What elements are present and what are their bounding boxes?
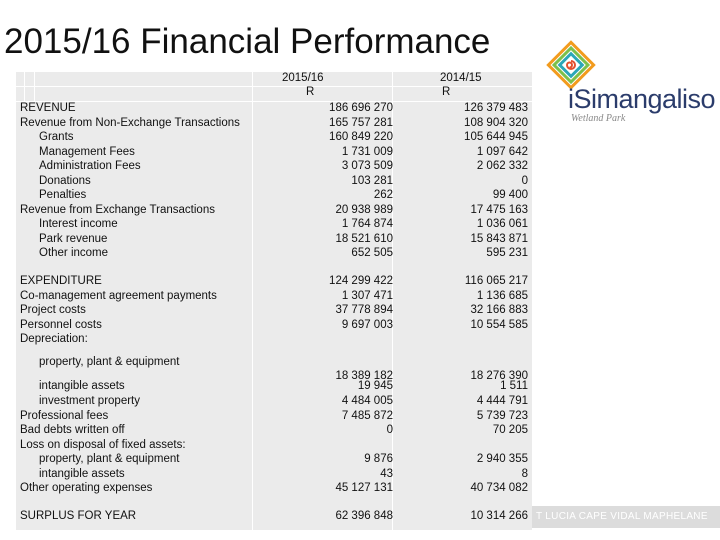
value-2015-16: 37 778 894: [335, 304, 393, 316]
value-2014-15: 32 166 883: [470, 304, 528, 316]
value-2014-15: 108 904 320: [464, 116, 528, 129]
row-label: Donations: [39, 174, 91, 187]
table-row: [16, 274, 532, 289]
table-row: [16, 394, 532, 409]
row-label: Grants: [39, 131, 74, 143]
value-2014-15: 2 940 355: [476, 453, 528, 465]
value-2014-15: 8: [521, 467, 528, 480]
table-row: [16, 203, 532, 218]
value-2015-16: 165 757 281: [329, 116, 393, 129]
value-2015-16: 45 127 131: [335, 482, 393, 494]
value-2015-16: 7 485 872: [341, 409, 393, 422]
footer-tagline: T LUCIA CAPE VIDAL MAPHELANE: [536, 511, 708, 522]
table-row: [16, 217, 532, 232]
value-2015-16: 9 697 003: [341, 318, 393, 331]
row-label: Co-management agreement payments: [20, 289, 217, 302]
value-2014-15: 70 205: [492, 424, 528, 436]
row-label: Professional fees: [20, 409, 109, 422]
row-label: Revenue from Non-Exchange Transactions: [20, 116, 240, 129]
row-label: Administration Fees: [39, 160, 141, 172]
value-2014-15: 40 734 082: [470, 482, 528, 494]
table-row: [16, 452, 532, 467]
value-2014-15: 5 739 723: [476, 409, 528, 422]
value-2015-16: 4 484 005: [341, 395, 393, 407]
table-row: [16, 289, 532, 304]
value-2015-16: 18 521 610: [335, 232, 393, 245]
value-2014-15: 4 444 791: [476, 395, 528, 407]
row-label: property, plant & equipment: [39, 453, 180, 465]
row-label: Loss on disposal of fixed assets:: [20, 438, 186, 451]
table-row: [16, 423, 532, 438]
value-2014-15: 10 314 266: [470, 510, 528, 522]
table-row: [16, 467, 532, 482]
value-2014-15: 1 511: [500, 380, 528, 392]
table-row: [16, 246, 532, 261]
table-row: [16, 101, 532, 116]
table-row: [16, 303, 532, 318]
table-row: [16, 409, 532, 424]
value-2015-16: 1 731 009: [341, 145, 393, 158]
table-row: [16, 318, 532, 333]
brand-name: iSimangaliso: [568, 84, 716, 114]
row-label: Depreciation:: [20, 333, 88, 345]
row-label: Revenue from Exchange Transactions: [20, 203, 215, 216]
row-label: intangible assets: [39, 467, 125, 480]
table-row: [16, 355, 532, 370]
value-2015-16: 1 764 874: [341, 218, 393, 230]
table-row: [16, 332, 532, 347]
table-row: [16, 379, 532, 394]
value-2015-16: 262: [373, 189, 393, 201]
table-row: [16, 232, 532, 247]
value-2015-16: 103 281: [351, 174, 393, 187]
col1-unit: R: [306, 86, 315, 98]
value-2015-16: 20 938 989: [335, 203, 393, 216]
value-2015-16: 9 876: [364, 453, 393, 465]
col2-year: 2014/15: [440, 72, 482, 84]
row-label: Penalties: [39, 189, 87, 201]
col2-unit: R: [442, 86, 451, 98]
value-2015-16: 1 307 471: [341, 289, 393, 302]
row-label: property, plant & equipment: [39, 356, 180, 368]
table-row: [16, 174, 532, 189]
value-2015-16: 124 299 422: [329, 275, 393, 287]
value-2014-15: 126 379 483: [464, 102, 528, 114]
row-label: intangible assets: [39, 380, 125, 392]
value-2014-15: 17 475 163: [470, 203, 528, 216]
row-label: Management Fees: [39, 145, 135, 158]
spiral-diamond-icon: [546, 40, 596, 90]
value-2014-15: 2 062 332: [476, 160, 528, 172]
value-2015-16: 18 389 182: [335, 370, 393, 382]
table-row: [16, 188, 532, 203]
value-2015-16: 186 696 270: [329, 102, 393, 114]
value-2015-16: 62 396 848: [335, 510, 393, 522]
row-label: investment property: [39, 395, 140, 407]
table-row: [16, 159, 532, 174]
row-label: Personnel costs: [20, 318, 102, 331]
table-row: [16, 130, 532, 145]
table-row: [16, 116, 532, 131]
table-row: [16, 438, 532, 453]
financial-table: [16, 72, 532, 530]
value-2014-15: 15 843 871: [470, 232, 528, 245]
brand-subtitle: Wetland Park: [571, 113, 626, 124]
value-2014-15: 105 644 945: [464, 131, 528, 143]
table-row: [16, 509, 532, 524]
row-label: Park revenue: [39, 232, 108, 245]
value-2015-16: 19 945: [357, 380, 393, 392]
row-label: EXPENDITURE: [20, 275, 102, 287]
value-2014-15: 1 136 685: [476, 289, 528, 302]
row-label: Bad debts written off: [20, 424, 125, 436]
value-2015-16: 0: [386, 424, 393, 436]
value-2015-16: 652 505: [351, 247, 393, 259]
value-2014-15: 0: [521, 174, 528, 187]
value-2015-16: 160 849 220: [329, 131, 393, 143]
value-2014-15: 99 400: [492, 189, 528, 201]
value-2014-15: 10 554 585: [470, 318, 528, 331]
page-title: 2015/16 Financial Performance: [4, 22, 491, 61]
value-2015-16: 43: [380, 467, 393, 480]
value-2014-15: 1 097 642: [476, 145, 528, 158]
row-label: REVENUE: [20, 102, 76, 114]
table-row: [16, 145, 532, 160]
row-label: Project costs: [20, 304, 86, 316]
row-label: Other income: [39, 247, 109, 259]
table-row: [16, 481, 532, 496]
value-2014-15: 18 276 390: [470, 370, 528, 382]
value-2014-15: 1 036 061: [476, 218, 528, 230]
row-label: Other operating expenses: [20, 482, 153, 494]
value-2014-15: 595 231: [486, 247, 528, 259]
row-label: SURPLUS FOR YEAR: [20, 510, 137, 522]
col1-year: 2015/16: [282, 72, 324, 84]
value-2014-15: 116 065 217: [464, 275, 528, 287]
row-label: Interest income: [39, 218, 118, 230]
value-2015-16: 3 073 509: [341, 160, 393, 172]
